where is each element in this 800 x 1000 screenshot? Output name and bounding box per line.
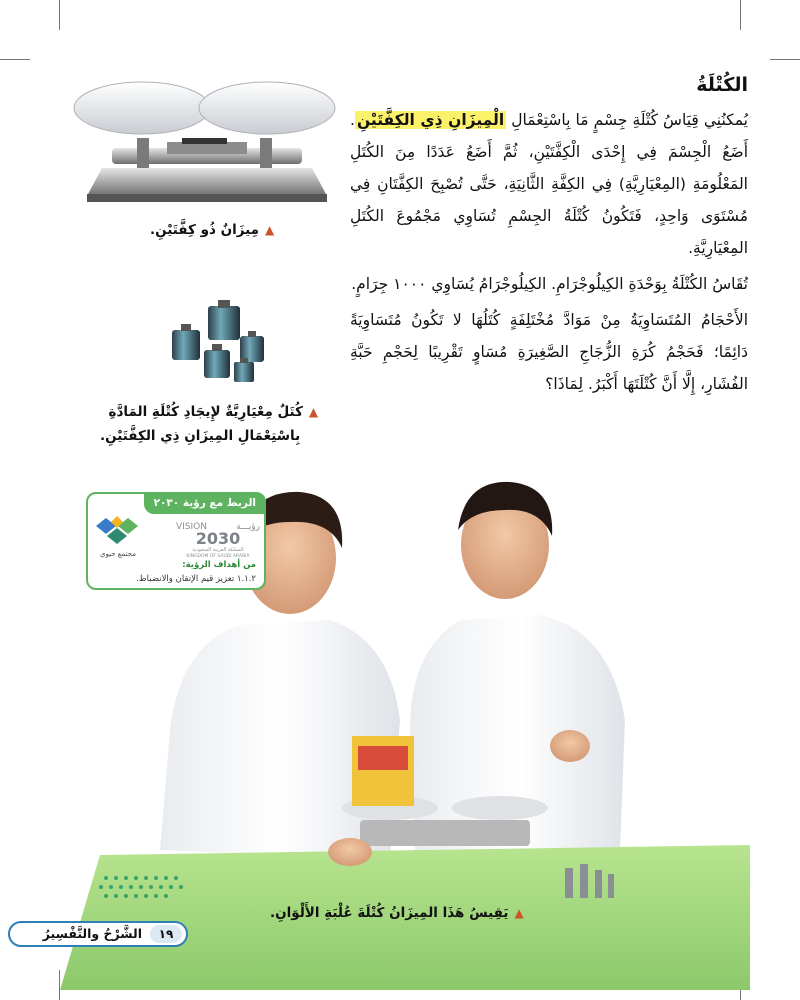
paragraph-text: . أَضَعُ الْجِسْمَ فِي إِحْدَى الْكِفَّتَيْنِ، ثُمَّ أَضَعُ عَدَدًا مِنَ الكُتَلِ المَعْلُومَةِ (المِعْيَارِيَّةِ) فِي الكِفَّةِ الثَّانِيَةِ، حَتَّى تُصْبِحَ الكِفَّتَانِ فِي مُسْتَوَى وَاحِدٍ، فَتَكُونُ كُتْلَةُ الجِسْمِ تُسَاوِي مَجْمُوعَ الكُتَلِ المِعْيَارِيَّةِ. xyxy=(350,111,748,257)
page-number: ١٩ xyxy=(150,925,182,943)
balance-caption xyxy=(150,218,274,242)
highlighted-term: الْمِيزَانِ ذِي الكِفَّتَيْنِ xyxy=(356,111,505,129)
triangle-marker-icon: ▲ xyxy=(308,405,319,419)
footer-bar xyxy=(8,921,188,947)
logo-country-ar: المملكة العربية السعودية xyxy=(192,547,244,553)
vibrant-society-logo xyxy=(94,514,140,548)
two-pan-balance-illustration xyxy=(72,78,337,208)
standard-weights-illustration xyxy=(160,300,270,385)
decorative-dots-icon xyxy=(96,870,192,906)
paragraph-density: الأَحْجَامُ المُتَسَاوِيَةُ مِنْ مَوَادَّ مُخْتَلِفَةٍ كُتَلُهَا لا تَكُونُ مُتَسَاوِيَةً دَائِمًا؛ فَحَجْمُ كُرَةِ الزُّجَاجِ الصَّغِيرَةِ مُسَاوٍ تَقْرِيبًا لِحَجْمِ حَبَّةِ الفُشَارِ، إِلَّا أَنَّ كُتْلَتَهَا أَكْبَرُ. لِمَاذَا؟ xyxy=(350,311,748,393)
caption-text: يَقِيسُ هَذَا المِيزَانُ كُتْلَةَ عُلْبَةِ الأَلْوَانِ. xyxy=(270,905,509,921)
crop-mark xyxy=(740,0,741,30)
footer-label: الشَّرْحُ والتَّفْسِيرُ xyxy=(42,926,142,941)
caption-text: كُتَلٌ مِعْيَارِيَّةٌ لإِيجَادِ كُتْلَةِ المَادَّةِ xyxy=(108,404,303,420)
crop-mark xyxy=(770,59,800,60)
vision-header: الربط مع رؤية ٢٠٣٠ xyxy=(144,492,266,514)
vision-2030-logo xyxy=(174,518,262,558)
crop-mark xyxy=(59,0,60,30)
logo-word: VISION xyxy=(176,522,207,532)
triangle-marker-icon: ▲ xyxy=(265,223,275,237)
logo-country-en: KINGDOM OF SAUDI ARABIA xyxy=(186,554,250,558)
weights-caption xyxy=(100,400,318,448)
vision-goal-title: من أهداف الرؤية: xyxy=(182,560,256,570)
paragraph-text: يُمكنُنِي قِيَاسُ كُتْلَةِ جِسْمٍ مَا بِاسْتِعْمَالِ xyxy=(506,111,748,129)
crop-mark xyxy=(0,59,30,60)
logo-arabic: رؤيـــة xyxy=(236,522,260,532)
triangle-marker-icon: ▲ xyxy=(514,906,524,920)
vision-2030-box xyxy=(86,492,266,590)
paragraph-balance xyxy=(350,104,748,264)
logo-year: 2030 xyxy=(195,529,241,548)
society-label: مجتمع حيوي xyxy=(100,550,136,558)
lesson-text xyxy=(350,70,748,404)
paragraph-kilogram: تُقَاسُ الكُتْلَةُ بِوَحْدَةِ الكِيلُوجْرَامِ. الكِيلُوجْرَامُ يُسَاوِي ١٠٠٠ جِرَامٍ. xyxy=(351,275,748,293)
section-title: الكُتْلَةُ xyxy=(696,74,748,96)
caption-text: مِيزَانٌ ذُو كِفَّتَيْنِ. xyxy=(150,222,260,238)
caption-text: بِاسْتِعْمَالِ المِيزَانِ ذِي الكِفَّتَيْنِ. xyxy=(100,428,301,444)
photo-caption xyxy=(270,905,524,921)
vision-goal-text: ١.١.٢ تعزيز قيم الإتقان والانضباط. xyxy=(136,574,256,584)
